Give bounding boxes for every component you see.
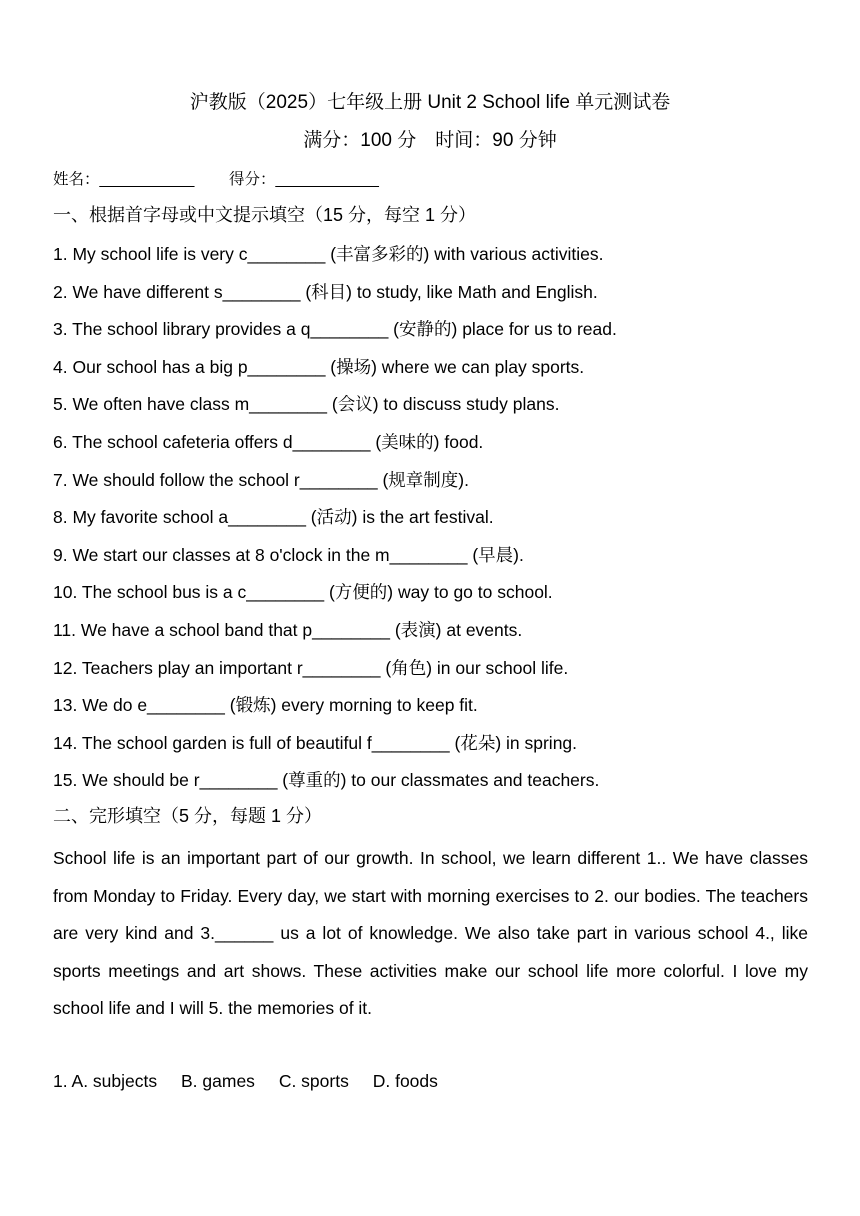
question-item: 12. Teachers play an important r________ (角色) in our school life.: [53, 657, 569, 678]
student-info-row: [53, 170, 379, 190]
question-item: 6. The school cafeteria offers d________ (美味的) food.: [53, 431, 484, 452]
option-a: A. subjects: [71, 1071, 158, 1091]
question-item: 5. We often have class m________ (会议) to discuss study plans.: [53, 394, 560, 415]
cloze-passage: School life is an important part of our growth. In school, we learn different 1.. We have classes from Monday to Friday. Every day, we start with morning exercises to 2. our bodies. The teachers are very kind and 3.______ us a lot of knowledge. We also take part in various school 4., like sports meetings and art shows. These activities make our school life more colorful. I love my school life and I will 5. the memories of it.: [53, 848, 808, 1019]
question-item: 11. We have a school band that p________ (表演) at events.: [53, 619, 523, 640]
name-field-label: 姓名：___________: [53, 171, 195, 188]
question-item: 15. We should be r________ (尊重的) to our classmates and teachers.: [53, 770, 600, 791]
question-item: 14. The school garden is full of beautiful f________ (花朵) in spring.: [53, 732, 578, 753]
option-question-number: 1.: [53, 1071, 68, 1091]
question-item: 3. The school library provides a q________ (安静的) place for us to read.: [53, 319, 617, 340]
question-item: 9. We start our classes at 8 o'clock in the m________ (早晨).: [53, 544, 524, 565]
section-1-question-list: [53, 240, 617, 804]
section-1-heading: 一、根据首字母或中文提示填空（15 分，每空 1 分）: [53, 205, 477, 225]
option-d: D. foods: [372, 1071, 438, 1091]
section-2-heading: 二、完形填空（5 分，每题 1 分）: [53, 806, 323, 826]
question-item: 2. We have different s________ (科目) to study, like Math and English.: [53, 281, 598, 302]
exam-title: 沪教版（2025）七年级上册 Unit 2 School life 单元测试卷: [189, 92, 671, 113]
option-b: B. games: [181, 1071, 255, 1091]
question-1-options: [53, 1067, 457, 1095]
question-item: 4. Our school has a big p________ (操场) where we can play sports.: [53, 356, 585, 377]
score-field-label: 得分：____________: [228, 171, 379, 188]
question-item: 13. We do e________ (锻炼) every morning to keep fit.: [53, 695, 478, 716]
question-item: 7. We should follow the school r________ (规章制度).: [53, 469, 469, 490]
exam-subtitle: 满分：100 分 时间：90 分钟: [303, 130, 557, 151]
option-c: C. sports: [278, 1071, 349, 1091]
question-item: 8. My favorite school a________ (活动) is the art festival.: [53, 507, 494, 528]
question-item: 10. The school bus is a c________ (方便的) way to go to school.: [53, 582, 553, 603]
question-item: 1. My school life is very c________ (丰富多彩的) with various activities.: [53, 244, 604, 264]
